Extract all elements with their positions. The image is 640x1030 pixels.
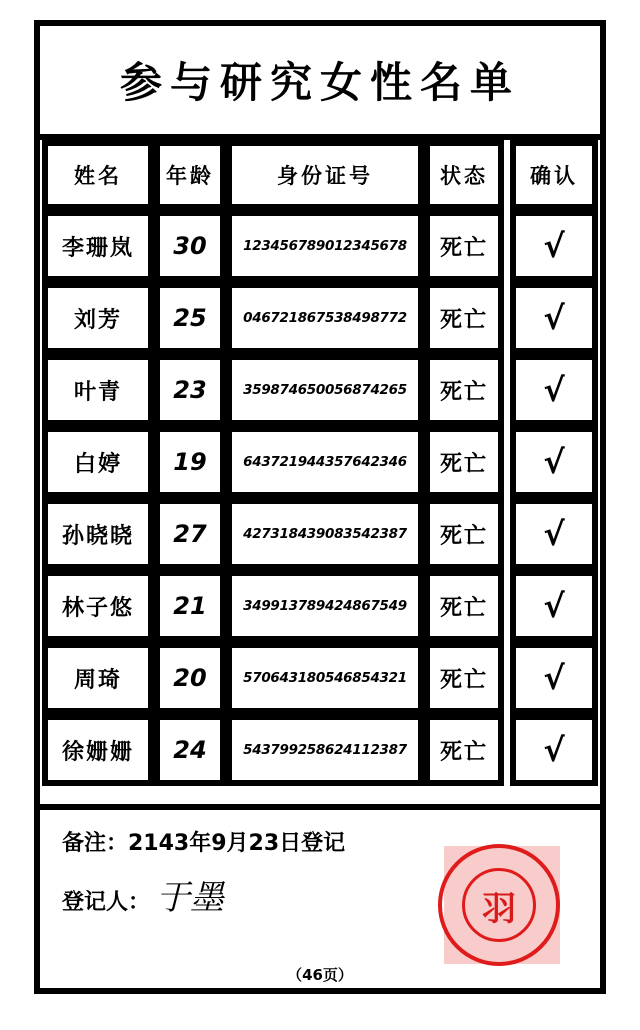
header-status: 状态: [424, 140, 504, 210]
cell-name: 孙晓晓: [42, 498, 154, 570]
cell-status: 死亡: [424, 714, 504, 786]
table-row: [40, 642, 600, 714]
cell-name: 徐姗姗: [42, 714, 154, 786]
table-row: [40, 498, 600, 570]
cell-id-number: 046721867538498772: [226, 282, 424, 354]
table-row: [40, 210, 600, 282]
cell-confirm-checkmark: √: [510, 426, 598, 498]
header-age: 年龄: [154, 140, 226, 210]
cell-status: 死亡: [424, 426, 504, 498]
cell-confirm-checkmark: √: [510, 570, 598, 642]
cell-name: 叶青: [42, 354, 154, 426]
cell-confirm-checkmark: √: [510, 498, 598, 570]
cell-status: 死亡: [424, 642, 504, 714]
cell-id-number: 643721944357642346: [226, 426, 424, 498]
cell-age: 19: [154, 426, 226, 498]
cell-age: 24: [154, 714, 226, 786]
cell-status: 死亡: [424, 354, 504, 426]
cell-status: 死亡: [424, 570, 504, 642]
participant-table: [40, 140, 600, 786]
cell-id-number: 349913789424867549: [226, 570, 424, 642]
header-confirm: 确认: [510, 140, 598, 210]
cell-name: 周琦: [42, 642, 154, 714]
cell-id-number: 543799258624112387: [226, 714, 424, 786]
table-row: [40, 354, 600, 426]
remark-text: 备注：2143年9月23日登记: [62, 831, 346, 856]
cell-confirm-checkmark: √: [510, 642, 598, 714]
title-box: [40, 26, 600, 140]
cell-confirm-checkmark: √: [510, 210, 598, 282]
cell-confirm-checkmark: √: [510, 714, 598, 786]
table-row: [40, 426, 600, 498]
registrar-label: 登记人：: [62, 890, 151, 915]
cell-age: 21: [154, 570, 226, 642]
cell-id-number: 359874650056874265: [226, 354, 424, 426]
cell-id-number: 570643180546854321: [226, 642, 424, 714]
seal-character: 羽: [482, 888, 516, 929]
table-header-row: [40, 140, 600, 210]
cell-confirm-checkmark: √: [510, 354, 598, 426]
cell-id-number: 123456789012345678: [226, 210, 424, 282]
cell-name: 白婷: [42, 426, 154, 498]
cell-name: 刘芳: [42, 282, 154, 354]
page-title: 参与研究女性名单: [119, 58, 520, 107]
cell-age: 23: [154, 354, 226, 426]
cell-name: 李珊岚: [42, 210, 154, 282]
cell-name: 林子悠: [42, 570, 154, 642]
cell-age: 20: [154, 642, 226, 714]
registrar-signature: 于墨: [156, 878, 225, 918]
cell-status: 死亡: [424, 210, 504, 282]
table-row: [40, 570, 600, 642]
notes-section: [40, 804, 600, 1000]
registration-sheet: [34, 20, 606, 994]
cell-age: 25: [154, 282, 226, 354]
cell-id-number: 427318439083542387: [226, 498, 424, 570]
header-name: 姓名: [42, 140, 154, 210]
registrar-line: [62, 870, 224, 919]
header-id-number: 身份证号: [226, 140, 424, 210]
red-seal-stamp: [444, 846, 560, 964]
cell-confirm-checkmark: √: [510, 282, 598, 354]
table-row: [40, 714, 600, 786]
table-row: [40, 282, 600, 354]
cell-age: 27: [154, 498, 226, 570]
page-number: （46页）: [287, 966, 353, 984]
cell-status: 死亡: [424, 498, 504, 570]
cell-age: 30: [154, 210, 226, 282]
cell-status: 死亡: [424, 282, 504, 354]
